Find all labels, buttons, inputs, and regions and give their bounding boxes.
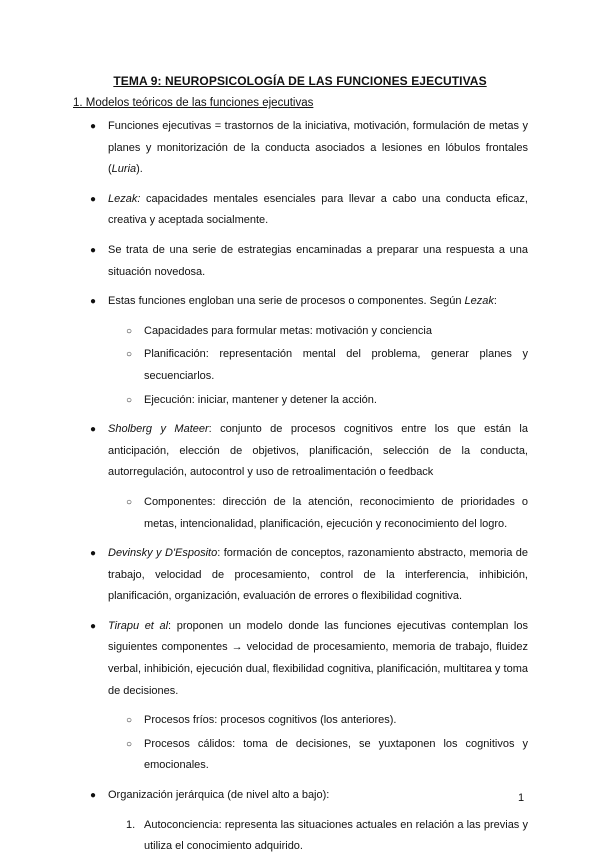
item-number: 1.	[126, 818, 136, 831]
item-text: : formación de conceptos, razonamiento abstracto, memoria de trabajo, velocidad de procesamiento, control de la interferencia, inhibición, planificación, organización, evaluación de errores o flexibilidad cognitiva.	[108, 547, 528, 603]
item-text-end: ).	[136, 163, 143, 176]
list-item-text	[108, 295, 497, 307]
bullet-icon: ●	[90, 296, 97, 308]
list-item	[90, 189, 528, 232]
item-text: Estas funciones engloban una serie de procesos o componentes. Según	[108, 295, 465, 308]
circle-bullet-icon: ○	[126, 394, 133, 406]
section-heading: 1. Modelos teóricos de las funciones ejecutivas	[73, 97, 314, 109]
author-name: Lezak	[464, 295, 494, 308]
list-item-text	[108, 789, 329, 801]
author-name: Tirapu et al	[108, 619, 169, 632]
circle-bullet-icon: ○	[126, 715, 133, 727]
list-item-text	[108, 423, 528, 478]
circle-bullet-icon: ○	[126, 349, 133, 361]
sub-item-text: Ejecución: iniciar, mantener y detener la acción.	[144, 393, 377, 406]
sub-list-item	[126, 734, 528, 777]
item-text: Se trata de una serie de estrategias encaminadas a preparar una respuesta a una situación novedosa.	[108, 243, 528, 278]
sub-list-item	[126, 492, 528, 535]
numbered-item-text: Autoconciencia: representa las situaciones actuales en relación a las previas y utiliza el conocimiento adquirido.	[144, 818, 528, 853]
list-item-text	[108, 620, 528, 697]
content-body	[90, 116, 528, 858]
bullet-icon: ●	[90, 424, 97, 436]
item-text: : conjunto de procesos cognitivos entre los que están la anticipación, elección de objetivos, planificación, selección de la conducta, autorregulación, autocontrol y uso de retroalimentación o feedback	[108, 423, 528, 479]
sub-list-item	[126, 344, 528, 387]
circle-bullet-icon: ○	[126, 496, 133, 508]
author-name: Sholberg y Mateer	[108, 423, 209, 436]
sub-item-text: Componentes: dirección de la atención, reconocimiento de prioridades o metas, intencionalidad, planificación, ejecución y reconocimiento del logro.	[144, 495, 528, 530]
list-item	[90, 785, 528, 807]
page-number: 1	[518, 792, 525, 804]
author-name: Devinsky y D'Esposito	[108, 547, 218, 560]
item-text-end: :	[493, 295, 497, 308]
item-text: : proponen un modelo donde las funciones ejecutivas contemplan los siguientes componentes → velocidad de procesamiento, memoria de trabajo, fluidez verbal, inhibición, ejecución dual, flexibilidad cognitiva, planificación, multitarea y toma de decisiones.	[108, 619, 528, 697]
list-item	[90, 616, 528, 702]
list-item-text	[108, 244, 528, 278]
sub-item-text: Procesos cálidos: toma de decisiones, se yuxtaponen los cognitivos y emocionales.	[144, 737, 528, 772]
bullet-icon: ●	[90, 244, 97, 256]
author-name: Luria	[111, 163, 137, 176]
author-name: Lezak:	[108, 192, 141, 205]
circle-bullet-icon: ○	[126, 325, 133, 337]
list-item-text	[108, 120, 528, 175]
list-item	[90, 543, 528, 608]
sub-list-item	[126, 710, 528, 732]
list-item	[90, 419, 528, 484]
bullet-icon: ●	[90, 620, 97, 632]
sub-list-item	[126, 321, 528, 343]
list-item-text	[108, 193, 528, 227]
item-text: Funciones ejecutivas = trastornos de la iniciativa, motivación, formulación de metas y planes y monitorización de la conducta asociados a lesiones en lóbulos frontales (	[108, 120, 528, 176]
bullet-icon: ●	[90, 790, 97, 802]
sub-list-item	[126, 390, 528, 412]
numbered-item	[126, 815, 528, 858]
sub-item-text: Capacidades para formular metas: motivación y conciencia	[144, 324, 432, 337]
item-text: Organización jerárquica (de nivel alto a bajo):	[108, 789, 330, 802]
sub-item-text: Planificación: representación mental del problema, generar planes y secuenciarlos.	[144, 348, 528, 382]
sub-item-text: Procesos fríos: procesos cognitivos (los anteriores).	[144, 714, 397, 727]
bullet-icon: ●	[90, 548, 97, 560]
page-title: TEMA 9: NEUROPSICOLOGÍA DE LAS FUNCIONES EJECUTIVAS	[113, 74, 487, 88]
list-item-text	[108, 547, 528, 602]
bullet-icon: ●	[90, 121, 97, 132]
circle-bullet-icon: ○	[126, 738, 133, 750]
item-text: capacidades mentales esenciales para llevar a cabo una conducta eficaz, creativa y aceptada socialmente.	[108, 192, 528, 227]
list-item	[90, 116, 528, 181]
list-item	[90, 240, 528, 283]
list-item	[90, 291, 528, 313]
bullet-icon: ●	[90, 193, 97, 205]
